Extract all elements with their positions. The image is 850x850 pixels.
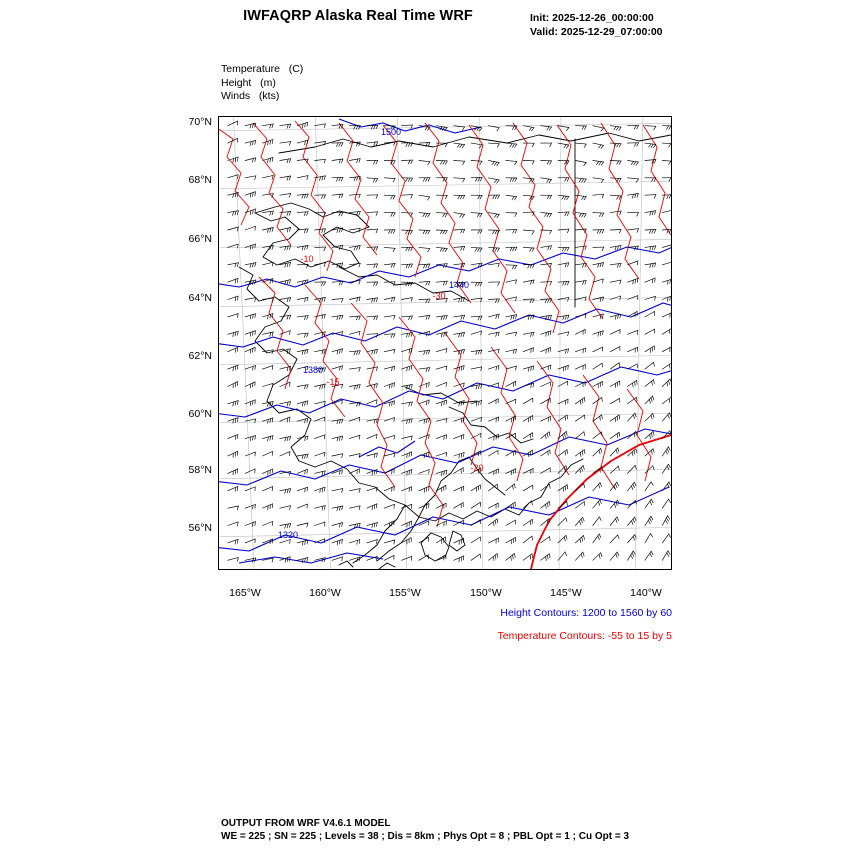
- graticule: [219, 117, 671, 569]
- svg-text:1440: 1440: [448, 280, 470, 290]
- x-tick-150W: 150°W: [470, 587, 502, 599]
- legend-row-winds: Winds (kts): [221, 90, 280, 102]
- y-tick-60N: 60°N: [188, 408, 212, 420]
- coastline-layer: [239, 133, 671, 569]
- map-plot-area: [218, 116, 672, 570]
- svg-text:-30: -30: [432, 291, 446, 301]
- valid-time: Valid: 2025-12-29_07:00:00: [530, 25, 663, 38]
- output-line-2: WE = 225 ; SN = 225 ; Levels = 38 ; Dis = 8km ; Phys Opt = 8 ; PBL Opt = 1 ; Cu Opt = 3: [221, 830, 630, 842]
- y-tick-62N: 62°N: [188, 350, 212, 362]
- legend-row-temperature: Temperature (C): [221, 63, 304, 75]
- y-tick-68N: 68°N: [188, 174, 212, 186]
- x-tick-165W: 165°W: [229, 587, 261, 599]
- x-tick-140W: 140°W: [630, 587, 662, 599]
- model-output-note: [221, 818, 629, 843]
- temperature-contour-note: Temperature Contours: -55 to 15 by 5: [497, 630, 672, 642]
- height-contour-note: Height Contours: 1200 to 1560 by 60: [500, 607, 672, 619]
- output-line-1: OUTPUT FROM WRF V4.6.1 MODEL: [221, 818, 391, 829]
- y-tick-64N: 64°N: [188, 292, 212, 304]
- page-title: IWFAQRP Alaska Real Time WRF: [243, 8, 473, 24]
- init-valid-block: [530, 12, 663, 39]
- init-time: Init: 2025-12-26_00:00:00: [530, 12, 654, 24]
- svg-text:1500: 1500: [380, 127, 402, 137]
- x-tick-160W: 160°W: [309, 587, 341, 599]
- temperature-contour-layer: [219, 121, 671, 569]
- legend-row-height: Height (m): [221, 76, 276, 89]
- y-tick-70N: 70°N: [188, 116, 212, 128]
- variable-legend: [221, 63, 303, 104]
- svg-text:1380: 1380: [302, 365, 324, 375]
- svg-text:-20: -20: [470, 463, 484, 473]
- y-tick-66N: 66°N: [188, 233, 212, 245]
- y-tick-58N: 58°N: [188, 464, 212, 476]
- map-svg: [219, 117, 671, 569]
- svg-text:1320: 1320: [277, 530, 299, 540]
- x-tick-145W: 145°W: [550, 587, 582, 599]
- svg-text:-15: -15: [326, 377, 340, 387]
- y-tick-56N: 56°N: [188, 522, 212, 534]
- x-tick-155W: 155°W: [389, 587, 421, 599]
- height-contour-layer: [219, 119, 671, 563]
- svg-text:-10: -10: [300, 254, 314, 264]
